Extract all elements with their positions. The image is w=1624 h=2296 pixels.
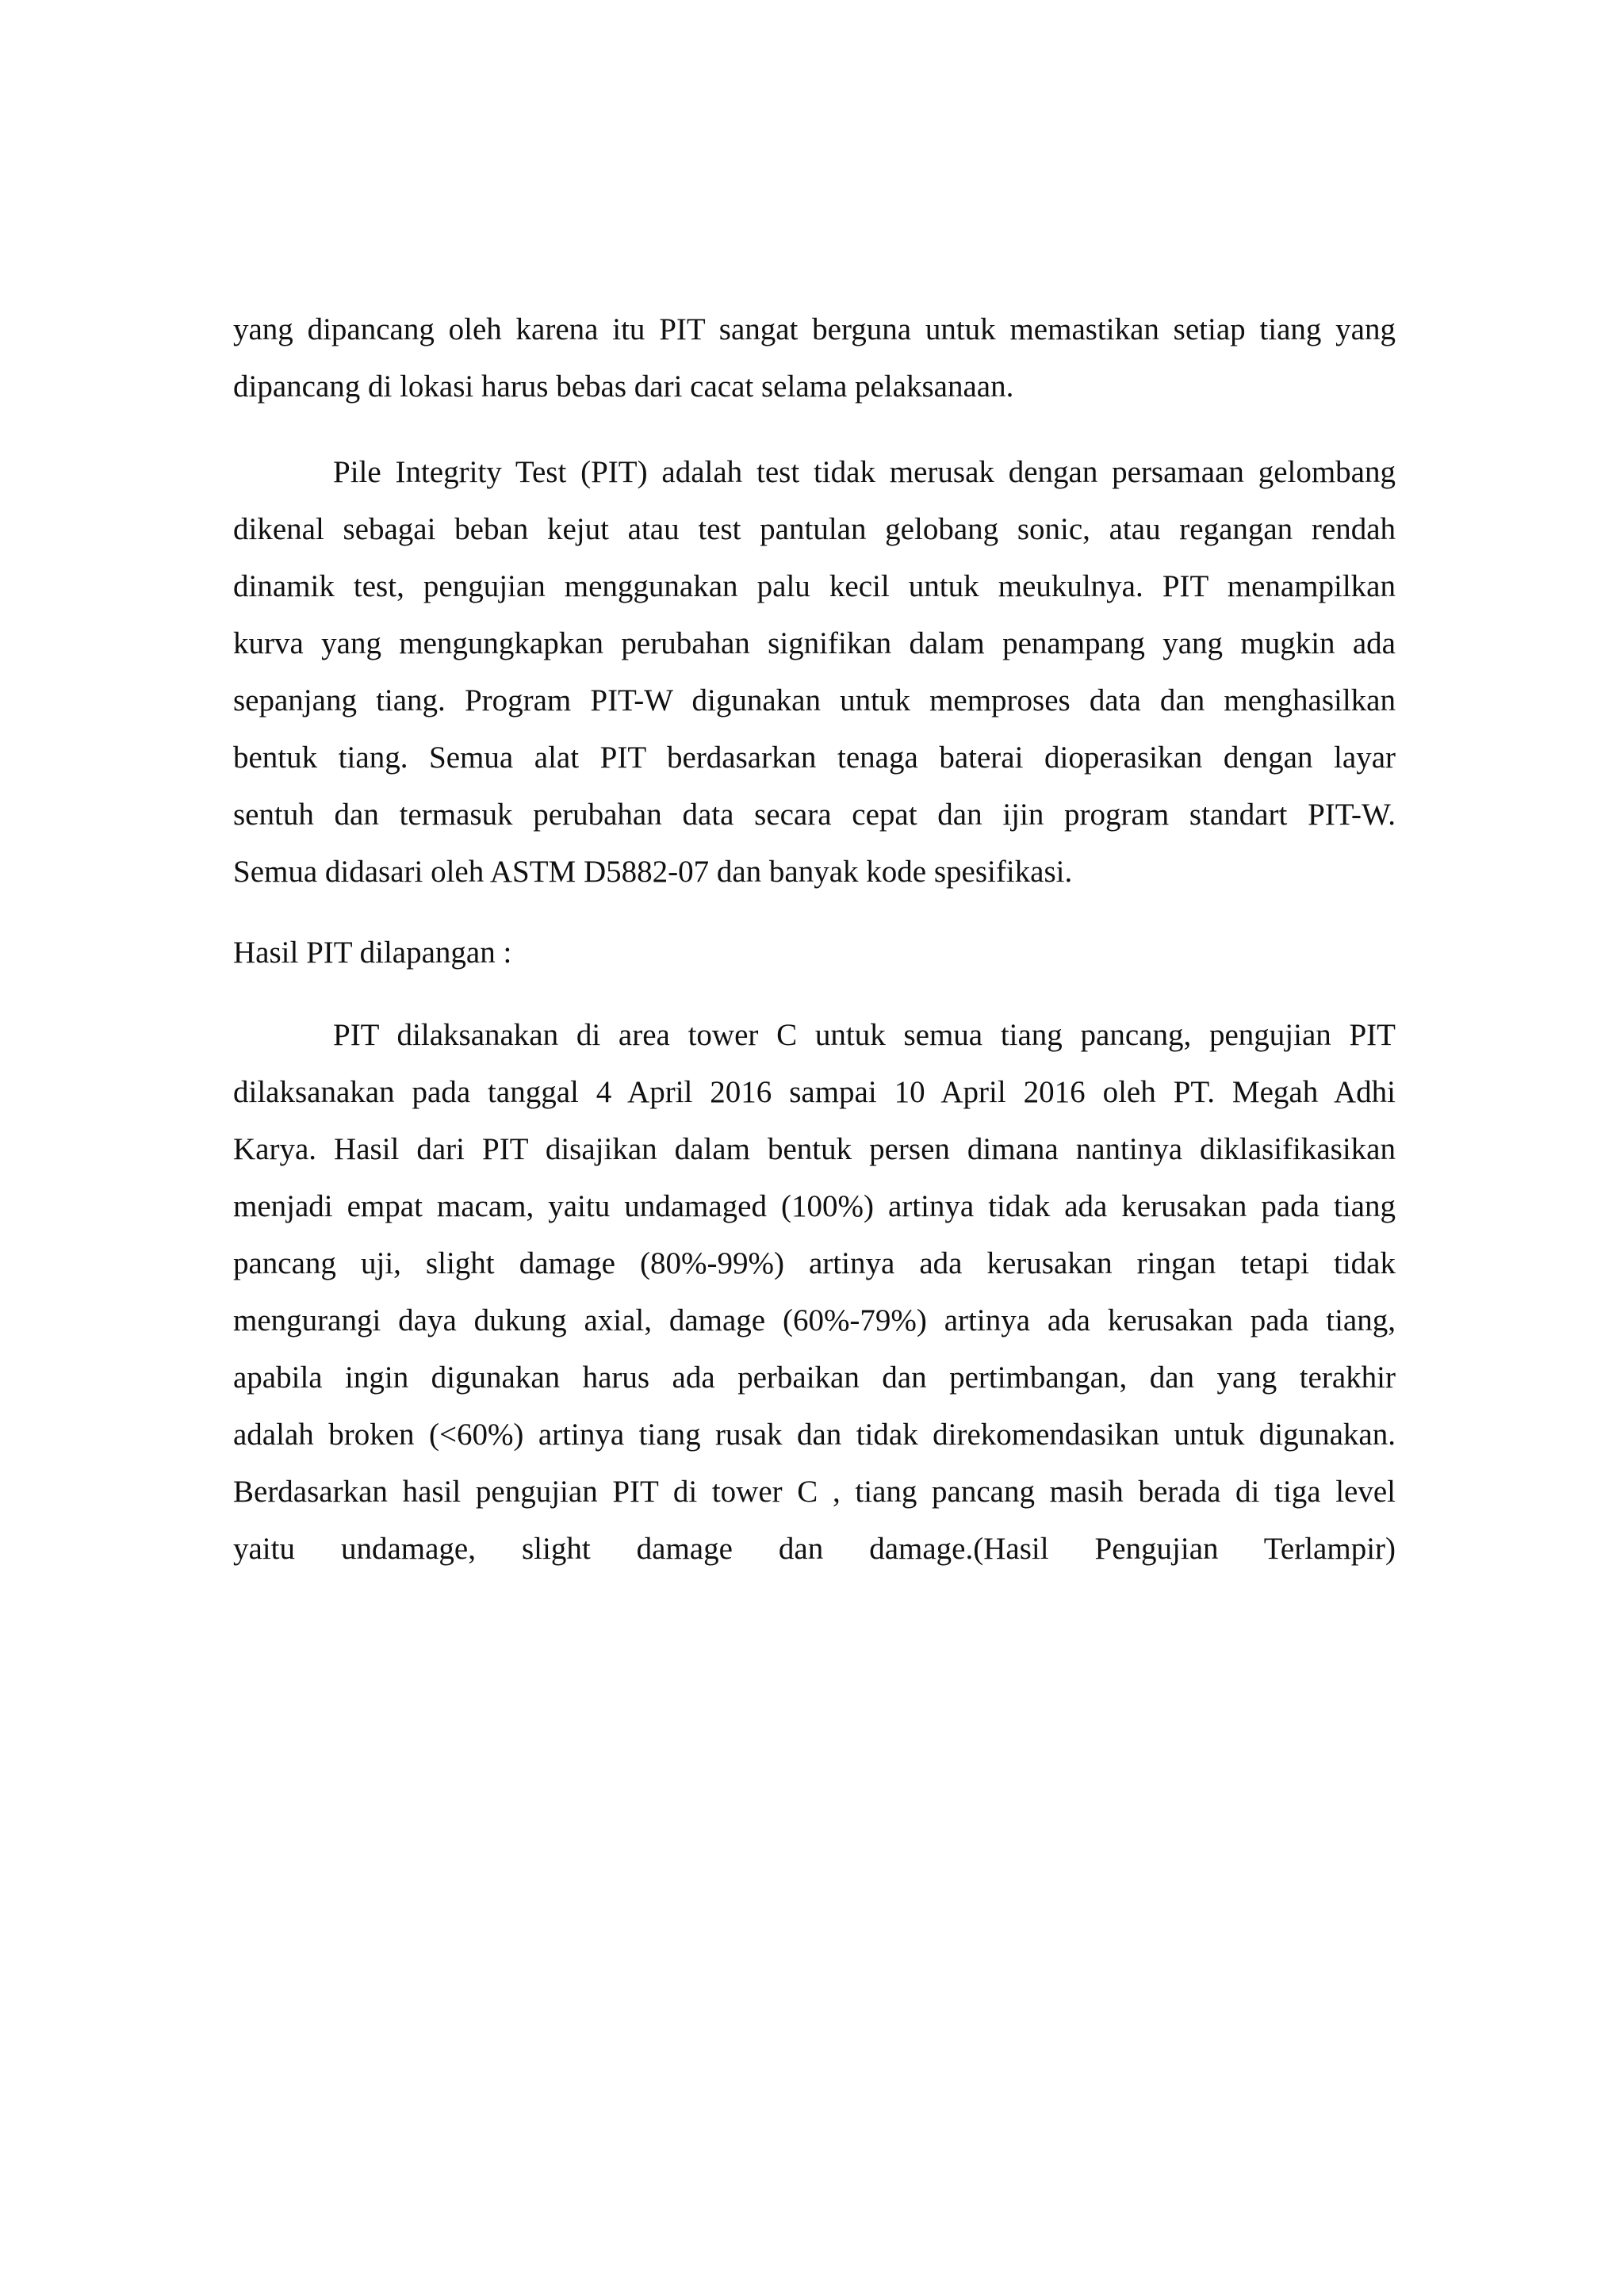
paragraph-line: adalah broken (<60%) artinya tiang rusak dan tidak direkomendasikan untuk digunakan. [233, 1418, 1396, 1452]
paragraph-line: menjadi empat macam, yaitu undamaged (100%) artinya tidak ada kerusakan pada tiang [233, 1189, 1396, 1223]
section-heading [233, 924, 1396, 982]
paragraph-line: dipancang di lokasi harus bebas dari cacat selama pelaksanaan. [233, 369, 1014, 404]
paragraph-line: dilaksanakan pada tanggal 4 April 2016 sampai 10 April 2016 oleh PT. Megah Adhi [233, 1075, 1396, 1109]
paragraph-line: bentuk tiang. Semua alat PIT berdasarkan tenaga baterai dioperasikan dengan layar [233, 740, 1396, 775]
paragraph-line: sepanjang tiang. Program PIT-W digunakan untuk memproses data dan menghasilkan [233, 683, 1396, 718]
paragraph-line: Berdasarkan hasil pengujian PIT di tower C , tiang pancang masih berada di tiga level [233, 1475, 1396, 1509]
paragraph-line: Pile Integrity Test (PIT) adalah test tidak merusak dengan persamaan gelombang [333, 455, 1396, 489]
paragraph-line: yang dipancang oleh karena itu PIT sangat berguna untuk memastikan setiap tiang yang [233, 312, 1396, 346]
section-heading-text: Hasil PIT dilapangan : [233, 936, 512, 970]
paragraph-line: dikenal sebagai beban kejut atau test pantulan gelobang sonic, atau regangan rendah [233, 512, 1396, 546]
paragraph-line: Karya. Hasil dari PIT disajikan dalam bentuk persen dimana nantinya diklasifikasikan [233, 1132, 1396, 1166]
paragraph-line: dinamik test, pengujian menggunakan palu kecil untuk meukulnya. PIT menampilkan [233, 569, 1396, 603]
paragraph-line: Semua didasari oleh ASTM D5882-07 dan banyak kode spesifikasi. [233, 855, 1073, 889]
paragraph-continuation [233, 301, 1396, 415]
paragraph-line: yaitu undamage, slight damage dan damage.(Hasil Pengujian Terlampir) [233, 1532, 1396, 1566]
paragraph-line: mengurangi daya dukung axial, damage (60%-79%) artinya ada kerusakan pada tiang, [233, 1303, 1396, 1337]
paragraph-pit-definition [233, 444, 1396, 901]
paragraph-line: apabila ingin digunakan harus ada perbaikan dan pertimbangan, dan yang terakhir [233, 1360, 1396, 1395]
paragraph-line: sentuh dan termasuk perubahan data secara cepat dan ijin program standart PIT-W. [233, 798, 1396, 832]
paragraph-pit-results [233, 1007, 1396, 1578]
paragraph-line: pancang uji, slight damage (80%-99%) artinya ada kerusakan ringan tetapi tidak [233, 1246, 1396, 1280]
paragraph-line: kurva yang mengungkapkan perubahan signifikan dalam penampang yang mugkin ada [233, 626, 1396, 660]
paragraph-line: PIT dilaksanakan di area tower C untuk semua tiang pancang, pengujian PIT [333, 1018, 1396, 1052]
